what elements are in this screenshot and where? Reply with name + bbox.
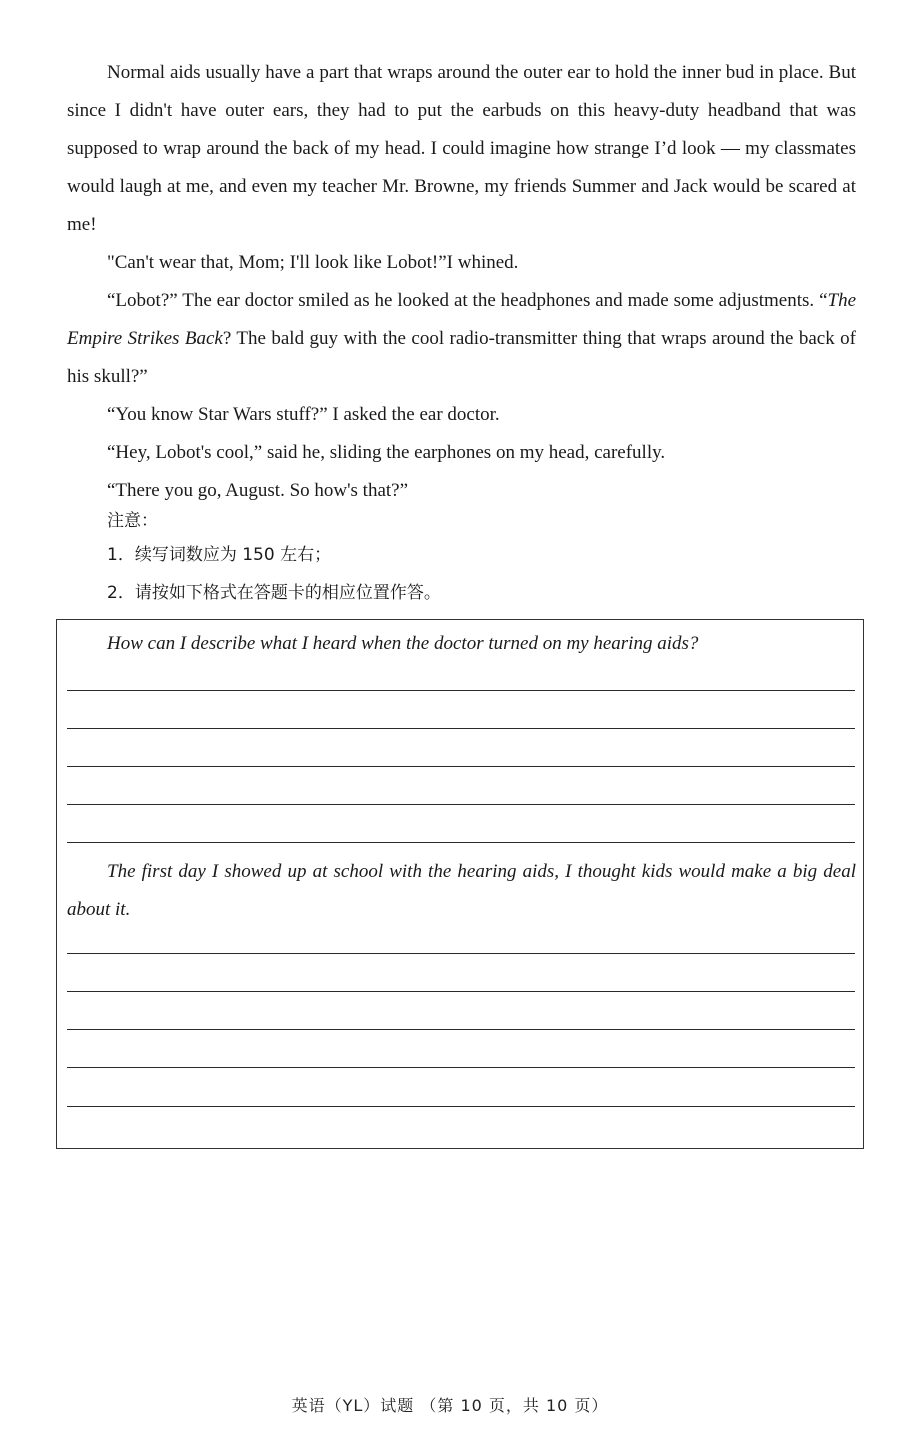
passage-text — [67, 54, 856, 510]
passage-paragraph-7: “There you go, August. So how's that?” — [107, 480, 409, 501]
passage-paragraph-3-line-1: “Lobot?” The ear doctor smiled as he looked at the headphones and made some adjustments. — [107, 290, 815, 311]
answer-prompt-2: The first day I showed up at school with the hearing aids, I thought kids would make a big deal about it. — [67, 861, 856, 920]
answer-box — [56, 619, 864, 1149]
passage-paragraph-6: “Hey, Lobot's cool,” said he, sliding the earphones on my head, carefully. — [107, 442, 666, 463]
writing-line[interactable] — [67, 690, 855, 691]
movie-title: The Empire Strikes Back — [67, 290, 856, 349]
writing-line[interactable] — [67, 1067, 855, 1068]
passage-paragraph-4-open-quote: “ — [819, 290, 828, 311]
note-item-2: 2．请按如下格式在答题卡的相应位置作答。 — [107, 583, 441, 603]
writing-line[interactable] — [67, 728, 855, 729]
writing-line[interactable] — [67, 842, 855, 843]
writing-line[interactable] — [67, 953, 855, 954]
writing-line[interactable] — [67, 766, 855, 767]
writing-line[interactable] — [67, 1106, 855, 1107]
passage-paragraph-5: “You know Star Wars stuff?” I asked the ear doctor. — [107, 404, 500, 425]
writing-line[interactable] — [67, 804, 855, 805]
page-footer: 英语（YL）试题 （第 10 页，共 10 页） — [291, 1396, 609, 1415]
passage-paragraph-1: Normal aids usually have a part that wraps around the outer ear to hold the inner bud in place. But since I didn't have outer ears, they had to put the earbuds on this heavy-duty headband that was supposed to wrap around the back of my head. I could imagine how strange I’d look — my classmates would laugh at me, and even my teacher Mr. Browne, my friends Summer and Jack would be scared at me! — [67, 62, 856, 235]
writing-line[interactable] — [67, 1029, 855, 1030]
passage-paragraph-4-rest: ? The bald guy with the cool radio-transmitter thing that wraps around the back of his skull?” — [67, 328, 856, 387]
answer-prompt-1: How can I describe what I heard when the doctor turned on my hearing aids? — [107, 633, 699, 654]
passage-paragraph-2: "Can't wear that, Mom; I'll look like Lobot!”I whined. — [107, 252, 519, 273]
note-item-1: 1．续写词数应为 150 左右； — [107, 545, 332, 565]
notes-heading: 注意： — [107, 511, 158, 531]
passage-paragraph-3 — [67, 282, 856, 396]
writing-line[interactable] — [67, 991, 855, 992]
